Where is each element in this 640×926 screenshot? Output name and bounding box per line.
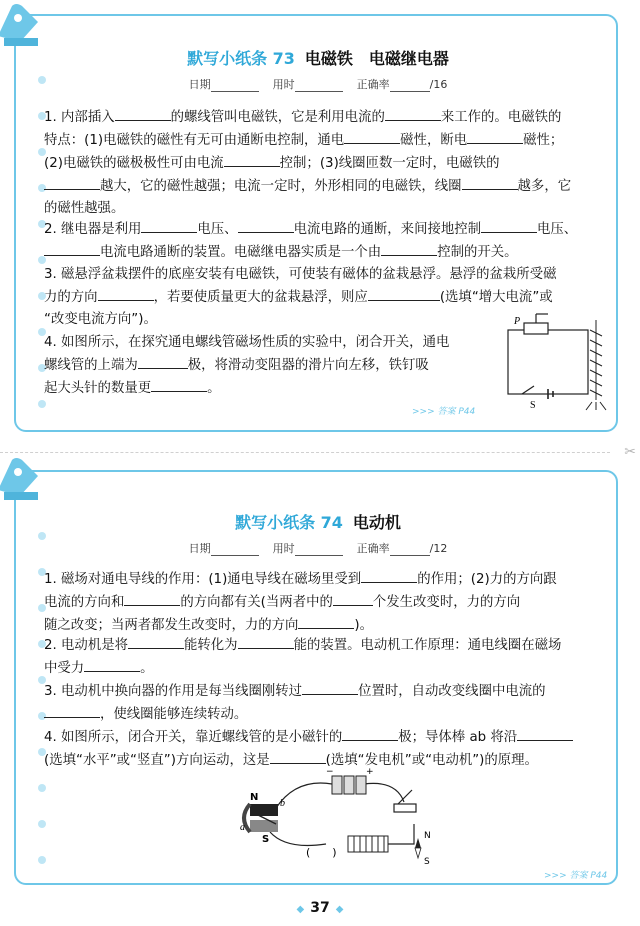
page-number: ◆ 37 ◆ (296, 900, 344, 916)
question-4: 4. 如图所示，在探究通电螺线管磁场性质的实验中，闭合开关，通电 螺线管的上端为 极，将滑动变阻器的滑片向左移，铁钉吸 起大头针的数量更 。 (44, 335, 450, 396)
motor-circuit-figure (236, 768, 436, 868)
battery (332, 776, 366, 794)
question-1: 1. 内部插入 的螺线管叫电磁铁，它是利用电流的 来工作的。电磁铁的 特点：(1)电磁铁的磁性有无可由通断电控制，通电 磁性，断电 磁性； (2)电磁铁的磁极极性可由电流 控制；(3)线圈匝数一定时，电磁铁的 越大，它的磁性越强；电流一定时，外形相同的电磁铁，线圈 越多，它 的磁性越强。 (44, 106, 612, 220)
horseshoe-magnet (244, 804, 278, 832)
svg-text:−: − (326, 768, 334, 777)
rheostat (524, 323, 548, 334)
star-icon: ◆ (335, 904, 344, 915)
svg-text:N: N (250, 792, 259, 803)
svg-text:N: N (424, 831, 431, 841)
card-title: 默写小纸条 73 电磁铁 电磁继电器 (187, 49, 449, 68)
question-1: 1. 磁场对通电导线的作用：(1)通电导线在磁场里受到 的作用；(2)力的方向跟 电流的方向和 的方向都有关(当两者中的 个发生改变时，力的方向 随之改变；当两者都发生改变时，力的方向 )。 (44, 568, 612, 637)
answer-reference: >>> 答案 P44 (412, 407, 476, 417)
question-3: 3. 磁悬浮盆栽摆件的底座安装有电磁铁，可使装有磁体的盆栽悬浮。悬浮的盆栽所受磁 力的方向 ，若要使质量更大的盆栽悬浮，则应 (选填“增大电流”或 “改变电流方向”)。 (44, 267, 557, 327)
worksheet-card-73 (14, 14, 618, 432)
svg-text:S: S (424, 857, 430, 867)
cut-line (0, 452, 610, 453)
svg-text:a: a (240, 822, 245, 833)
worksheet-card-74 (14, 470, 618, 885)
solenoid-circuit-figure (486, 312, 610, 412)
star-icon: ◆ (296, 904, 305, 915)
card-title: 默写小纸条 74 电动机 (235, 513, 401, 532)
compass-needle (415, 838, 421, 858)
svg-text:b: b (280, 798, 285, 809)
switch (394, 790, 416, 812)
svg-text:+: + (366, 768, 374, 777)
svg-text:P: P (514, 316, 521, 327)
svg-text:S: S (262, 834, 270, 845)
solenoid-coil (586, 320, 606, 410)
answer-reference: >>> 答案 P44 (544, 871, 608, 881)
question-4: 4. 如图所示，闭合开关，靠近螺线管的是小磁针的 极；导体棒 ab 将沿 (选填“水平”或“竖直”)方向运动，这是 (选填“发电机”或“电动机”)的原理。 (44, 726, 612, 772)
card-meta: 日期 用时 正确率 /12 (188, 542, 448, 555)
scissors-icon: ✂ (624, 444, 636, 460)
clip-icon (0, 456, 46, 502)
clip-icon (0, 2, 46, 48)
card-meta: 日期 用时 正确率 /16 (188, 78, 448, 91)
solenoid (348, 836, 388, 852)
question-2: 2. 继电器是利用 电压、 电流电路的通断，来间接地控制 电压、 电流电路通断的装置。电磁继电器实质是一个由 控制的开关。 (44, 218, 612, 264)
svg-text:( ): ( ) (306, 846, 337, 859)
question-2: 2. 电动机是将 能转化为 能的装置。电动机工作原理：通电线圈在磁场 中受力 。 (44, 634, 612, 680)
svg-text:S: S (530, 400, 536, 411)
question-3: 3. 电动机中换向器的作用是每当线圈刚转过 位置时，自动改变线圈中电流的 ，使线圈能够连续转动。 (44, 680, 612, 726)
